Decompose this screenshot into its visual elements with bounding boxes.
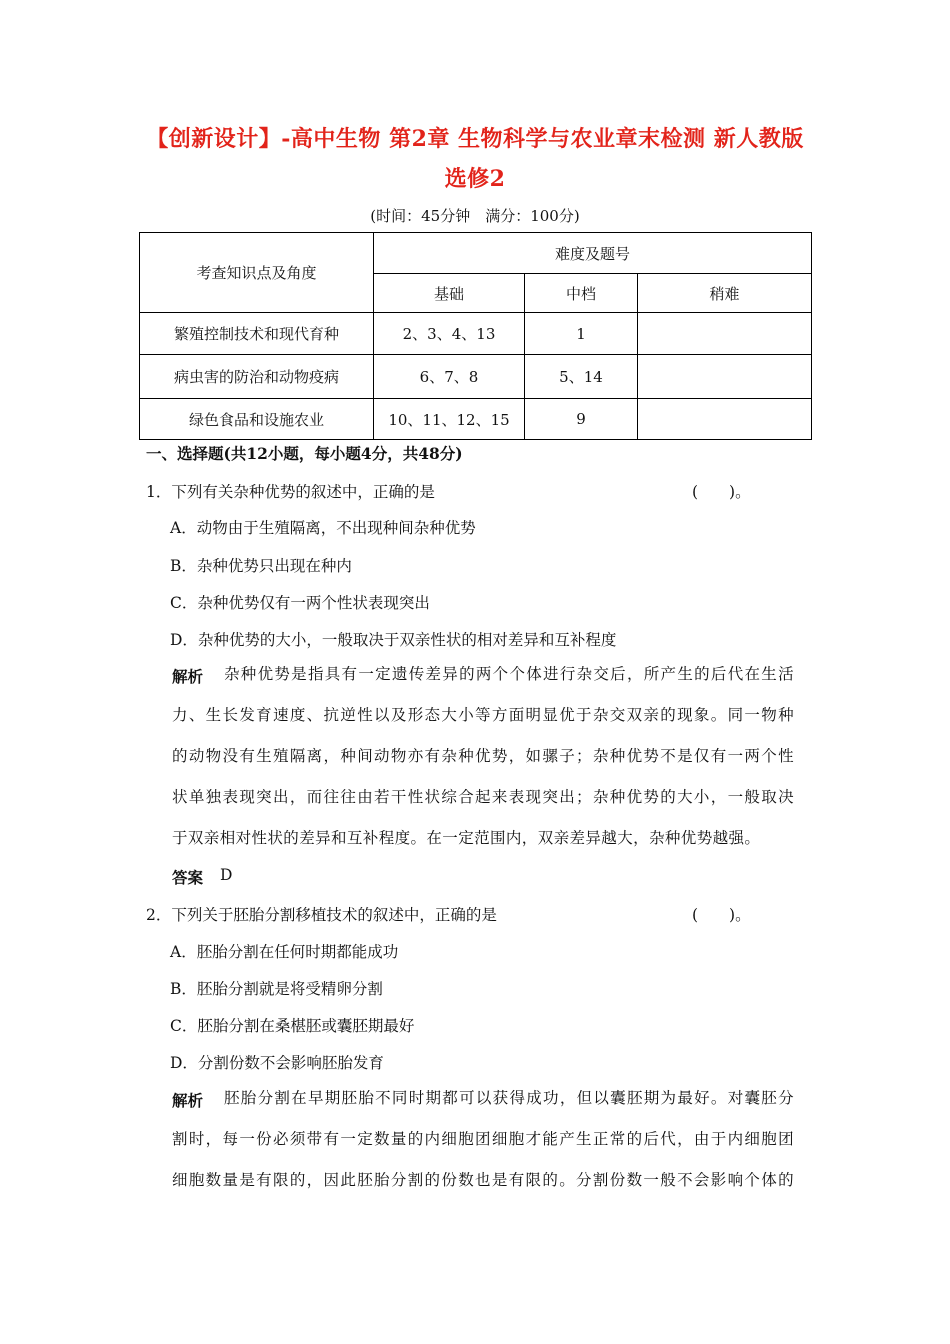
table-cell-medium: 5、14	[525, 355, 638, 399]
table-cell-medium: 9	[525, 399, 638, 440]
table-cell-basic: 6、7、8	[374, 355, 525, 399]
table-cell-hard	[638, 355, 812, 399]
table-subheader-medium: 中档	[525, 274, 638, 313]
table-cell-basic: 10、11、12、15	[374, 399, 525, 440]
question-2-analysis-line: 胚胎分割在早期胚胎不同时期都可以获得成功，但以囊胚期为最好。对囊胚分	[224, 1089, 794, 1107]
question-1-option-a: A．动物由于生殖隔离，不出现种间杂种优势	[170, 519, 476, 537]
question-1-analysis-label: 解析	[172, 667, 204, 686]
table-row	[140, 399, 812, 440]
question-1-option-d: D．杂种优势的大小，一般取决于双亲性状的相对差异和互补程度	[170, 631, 617, 649]
document-title: 【创新设计】-高中生物 第2章 生物科学与农业章末检测 新人教版	[146, 126, 804, 152]
question-1-stem: 1．下列有关杂种优势的叙述中，正确的是	[146, 483, 435, 501]
question-2-option-c: C．胚胎分割在桑椹胚或囊胚期最好	[170, 1017, 415, 1035]
question-1-analysis-line: 杂种优势是指具有一定遗传差异的两个个体进行杂交后，所产生的后代在生活	[224, 665, 794, 683]
question-2-option-a: A．胚胎分割在任何时期都能成功	[170, 943, 399, 961]
question-2-option-b: B．胚胎分割就是将受精卵分割	[170, 980, 383, 998]
table-row	[140, 355, 812, 399]
table-cell-topic: 病虫害的防治和动物疫病	[140, 355, 374, 399]
table-subheader-basic: 基础	[374, 274, 525, 313]
question-2-stem: 2．下列关于胚胎分割移植技术的叙述中，正确的是	[146, 906, 497, 924]
section-heading: 一、选择题(共12小题，每小题4分，共48分)	[146, 444, 463, 463]
question-1-analysis-line: 力、生长发育速度、抗逆性以及形态大小等方面明显优于杂交双亲的现象。同一物种	[172, 706, 794, 724]
exam-time-score: (时间：45分钟 满分：100分)	[370, 207, 580, 225]
table-cell-hard	[638, 399, 812, 440]
table-header-difficulty: 难度及题号	[374, 233, 812, 274]
knowledge-table	[139, 232, 812, 440]
table-cell-medium: 1	[525, 313, 638, 355]
question-1-answer-blank: ( )。	[692, 483, 751, 501]
document-title-line2: 选修2	[444, 166, 506, 192]
table-cell-topic: 繁殖控制技术和现代育种	[140, 313, 374, 355]
table-cell-basic: 2、3、4、13	[374, 313, 525, 355]
question-2-analysis-label: 解析	[172, 1091, 204, 1110]
table-header-topic: 考查知识点及角度	[140, 233, 374, 313]
question-1-answer: D	[220, 866, 233, 884]
question-2-analysis-line: 割时，每一份必须带有一定数量的内细胞团细胞才能产生正常的后代，由于内细胞团	[172, 1130, 794, 1148]
question-1-option-b: B．杂种优势只出现在种内	[170, 557, 352, 575]
question-2-option-d: D．分割份数不会影响胚胎发育	[170, 1054, 384, 1072]
question-2-answer-blank: ( )。	[692, 906, 751, 924]
question-1-analysis-line: 状单独表现突出，而往往由若干性状综合起来表现突出；杂种优势的大小，一般取决	[172, 788, 794, 806]
question-1-analysis-line: 于双亲相对性状的差异和互补程度。在一定范围内，双亲差异越大，杂种优势越强。	[172, 829, 761, 847]
question-1-option-c: C．杂种优势仅有一两个性状表现突出	[170, 594, 430, 612]
question-2-analysis-line: 细胞数量是有限的，因此胚胎分割的份数也是有限的。分割份数一般不会影响个体的	[172, 1171, 794, 1189]
table-cell-hard	[638, 313, 812, 355]
table-subheader-hard: 稍难	[638, 274, 812, 313]
question-1-answer-label: 答案	[172, 868, 204, 887]
table-cell-topic: 绿色食品和设施农业	[140, 399, 374, 440]
table-row	[140, 313, 812, 355]
question-1-analysis-line: 的动物没有生殖隔离，种间动物亦有杂种优势，如骡子；杂种优势不是仅有一两个性	[172, 747, 794, 765]
